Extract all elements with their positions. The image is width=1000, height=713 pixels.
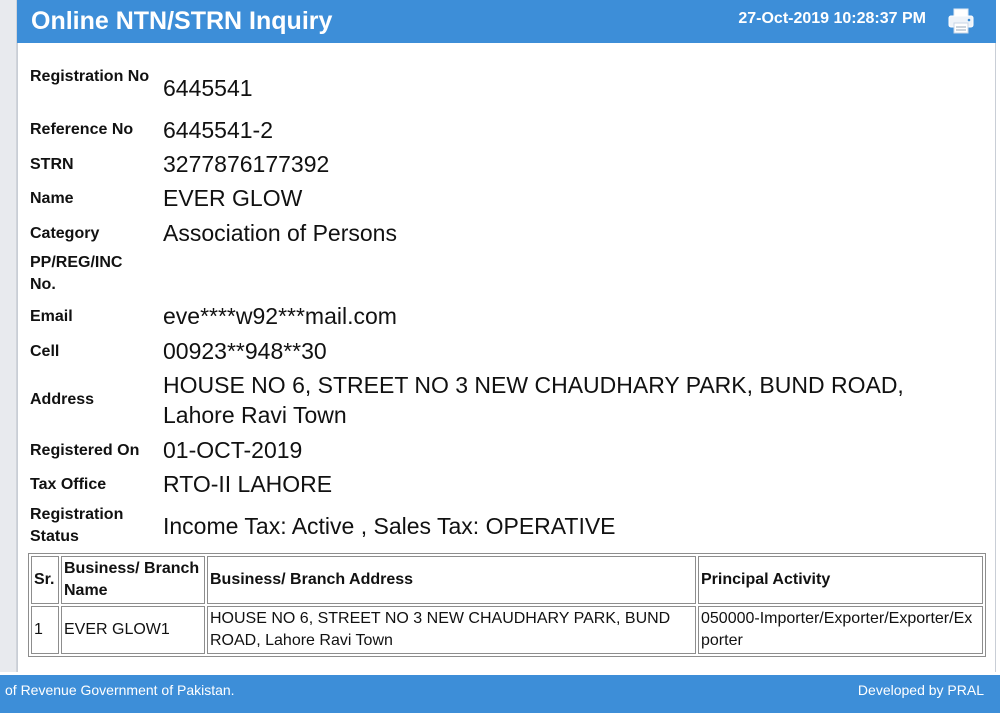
inquiry-datetime: 27-Oct-2019 10:28:37 PM (738, 10, 926, 27)
label-pp-reg-inc: PP/REG/INC No. (30, 254, 123, 293)
cell-principal-activity: 050000-Importer/Exporter/Exporter/Exporter (698, 606, 983, 654)
page-header (17, 0, 996, 43)
label-category: Category (30, 225, 100, 242)
header-branch-address: Business/ Branch Address (207, 556, 696, 604)
cell-sr: 1 (31, 606, 59, 654)
label-address: Address (30, 391, 95, 408)
table-row (31, 606, 983, 654)
label-strn: STRN (30, 156, 74, 173)
table-header-row (31, 556, 983, 604)
left-edge-strip (0, 0, 17, 672)
value-address: HOUSE NO 6, STREET NO 3 NEW CHAUDHARY PARK, BUND ROAD, Lahore Ravi Town (163, 372, 904, 428)
value-category: Association of Persons (163, 220, 397, 246)
page-title: Online NTN/STRN Inquiry (31, 7, 333, 35)
value-email: eve****w92***mail.com (163, 303, 397, 329)
label-registered-on: Registered On (30, 442, 140, 459)
footer-developer: Developed by PRAL (857, 682, 984, 698)
value-cell: 00923**948**30 (163, 338, 327, 364)
header-principal-activity: Principal Activity (698, 556, 983, 604)
print-button[interactable] (946, 7, 976, 35)
value-registration-no: 6445541 (163, 75, 253, 101)
label-reference-no: Reference No (30, 121, 134, 138)
label-email: Email (30, 308, 73, 325)
label-registration-no: Registration No (30, 68, 150, 85)
label-tax-office: Tax Office (30, 476, 107, 493)
business-branch-table (28, 553, 986, 657)
label-registration-status: Registration Status (30, 506, 124, 545)
value-name: EVER GLOW (163, 185, 303, 211)
printer-icon (946, 7, 976, 35)
page-footer (0, 675, 1000, 713)
label-cell: Cell (30, 343, 60, 360)
cell-branch-address: HOUSE NO 6, STREET NO 3 NEW CHAUDHARY PARK, BUND ROAD, Lahore Ravi Town (207, 606, 696, 654)
value-strn: 3277876177392 (163, 151, 330, 177)
header-branch-name: Business/ Branch Name (61, 556, 205, 604)
cell-branch-name: EVER GLOW1 (61, 606, 205, 654)
value-reference-no: 6445541-2 (163, 117, 273, 143)
header-sr: Sr. (31, 556, 59, 604)
value-tax-office: RTO-II LAHORE (163, 471, 333, 497)
label-name: Name (30, 190, 74, 207)
value-registered-on: 01-OCT-2019 (163, 437, 303, 463)
value-registration-status: Income Tax: Active , Sales Tax: OPERATIVE (163, 513, 616, 539)
footer-copyright: of Revenue Government of Pakistan. (5, 682, 235, 698)
